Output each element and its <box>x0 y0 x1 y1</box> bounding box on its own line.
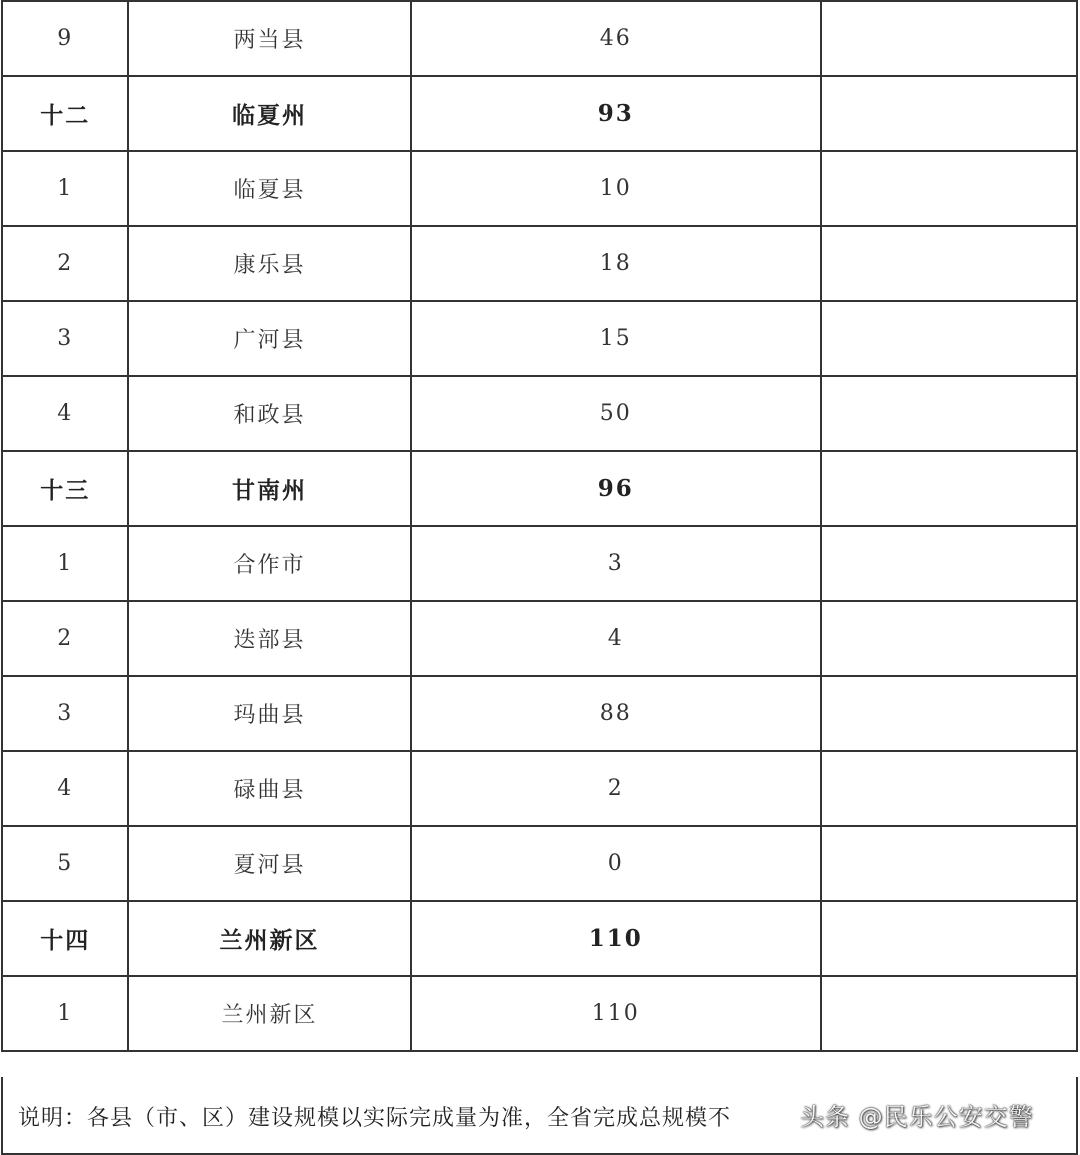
cell-seq: 十三 <box>2 451 128 526</box>
cell-value: 0 <box>411 826 822 901</box>
cell-seq: 1 <box>2 976 128 1051</box>
cell-note <box>821 826 1077 901</box>
cell-seq: 3 <box>2 301 128 376</box>
cell-seq: 5 <box>2 826 128 901</box>
cell-seq: 4 <box>2 751 128 826</box>
cell-value: 2 <box>411 751 822 826</box>
table-row <box>2 226 1077 301</box>
data-table <box>1 0 1078 1052</box>
cell-value: 10 <box>411 151 822 226</box>
cell-name: 两当县 <box>128 1 410 76</box>
cell-note <box>821 76 1077 151</box>
cell-name: 兰州新区 <box>128 901 410 976</box>
cell-name: 临夏县 <box>128 151 410 226</box>
cell-note <box>821 1 1077 76</box>
cell-seq: 4 <box>2 376 128 451</box>
watermark-text: 头条 @民乐公安交警 <box>800 1103 1034 1131</box>
cell-seq: 3 <box>2 676 128 751</box>
table-row <box>2 601 1077 676</box>
table-row <box>2 751 1077 826</box>
cell-name: 迭部县 <box>128 601 410 676</box>
cell-note <box>821 301 1077 376</box>
cell-value: 110 <box>411 976 822 1051</box>
footnote-text: 说明：各县（市、区）建设规模以实际完成量为准，全省完成总规模不 <box>18 1106 732 1131</box>
cell-note <box>821 751 1077 826</box>
table-body <box>2 1 1077 1051</box>
cell-seq: 2 <box>2 226 128 301</box>
cell-name: 玛曲县 <box>128 676 410 751</box>
cell-name: 合作市 <box>128 526 410 601</box>
cell-name: 广河县 <box>128 301 410 376</box>
table-row <box>2 151 1077 226</box>
table-row <box>2 376 1077 451</box>
cell-value: 88 <box>411 676 822 751</box>
cell-note <box>821 976 1077 1051</box>
cell-name: 康乐县 <box>128 226 410 301</box>
cell-name: 临夏州 <box>128 76 410 151</box>
cell-note <box>821 601 1077 676</box>
table-row <box>2 676 1077 751</box>
table-row <box>2 526 1077 601</box>
cell-name: 碌曲县 <box>128 751 410 826</box>
cell-name: 夏河县 <box>128 826 410 901</box>
cell-name: 兰州新区 <box>128 976 410 1051</box>
cell-note <box>821 226 1077 301</box>
cell-note <box>821 451 1077 526</box>
cell-value: 46 <box>411 1 822 76</box>
cell-note <box>821 526 1077 601</box>
cell-note <box>821 676 1077 751</box>
cell-seq: 1 <box>2 526 128 601</box>
cell-seq: 十四 <box>2 901 128 976</box>
cell-name: 甘南州 <box>128 451 410 526</box>
cell-note <box>821 901 1077 976</box>
cell-note <box>821 151 1077 226</box>
table-row <box>2 826 1077 901</box>
cell-value: 3 <box>411 526 822 601</box>
cell-seq: 十二 <box>2 76 128 151</box>
cell-seq: 9 <box>2 1 128 76</box>
cell-note <box>821 376 1077 451</box>
cell-seq: 1 <box>2 151 128 226</box>
cell-value: 96 <box>411 451 822 526</box>
table-row <box>2 976 1077 1051</box>
cell-value: 18 <box>411 226 822 301</box>
cell-value: 110 <box>411 901 822 976</box>
table-row <box>2 1 1077 76</box>
table-row <box>2 301 1077 376</box>
cell-name: 和政县 <box>128 376 410 451</box>
cell-value: 93 <box>411 76 822 151</box>
table-group-row <box>2 901 1077 976</box>
table-group-row <box>2 451 1077 526</box>
cell-value: 50 <box>411 376 822 451</box>
cell-value: 15 <box>411 301 822 376</box>
table-group-row <box>2 76 1077 151</box>
cell-seq: 2 <box>2 601 128 676</box>
cell-value: 4 <box>411 601 822 676</box>
